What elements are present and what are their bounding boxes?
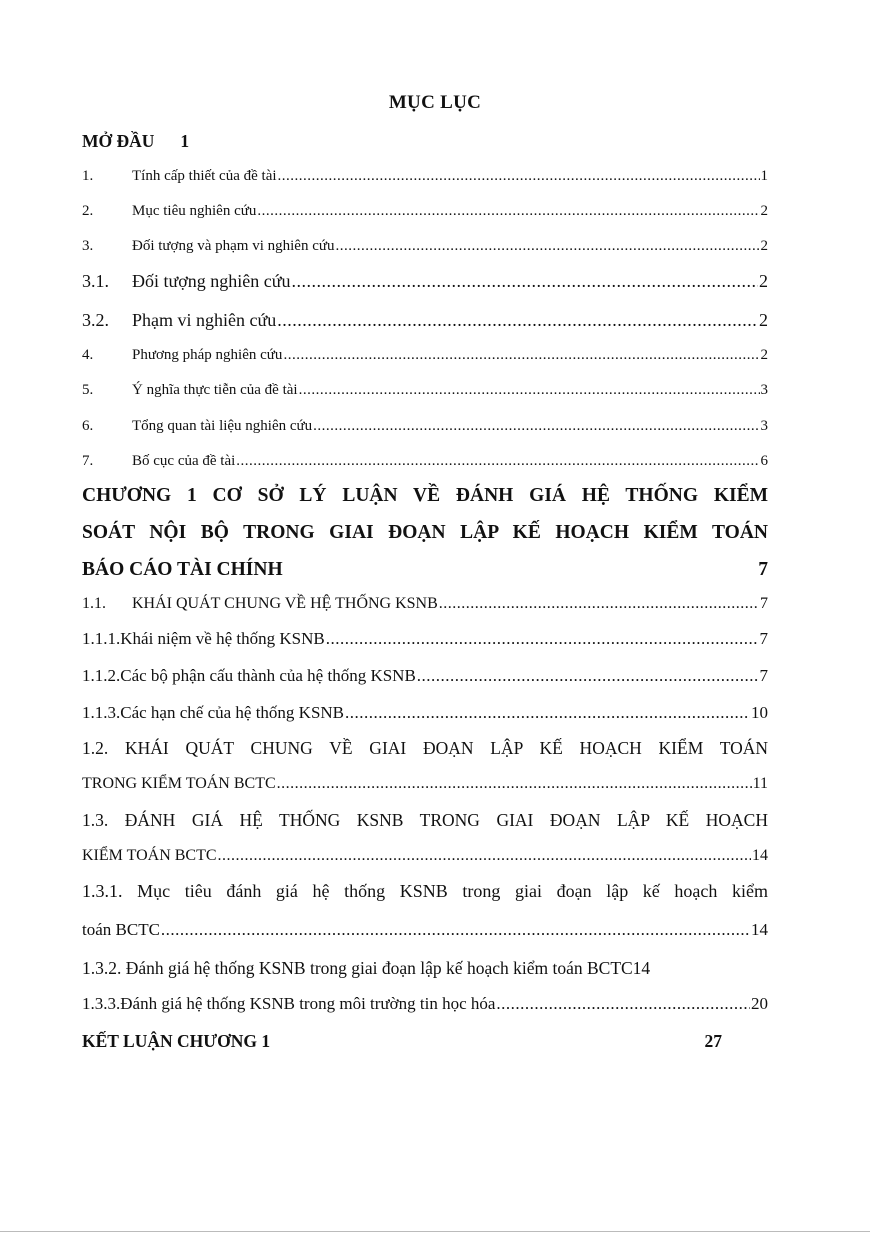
toc-entry-number: 3. (82, 238, 94, 254)
toc-entry-page: 7 (759, 629, 768, 648)
toc-entry-text: Phạm vi nghiên cứu (132, 310, 277, 330)
toc-entry-page: 10 (751, 703, 768, 722)
toc-entry-page: 2 (760, 347, 768, 363)
toc-entry-text: Bố cục của đề tài (132, 453, 236, 469)
toc-entry-page: 2 (760, 238, 768, 254)
toc-entry-text: Các bộ phận cấu thành của hệ thống KSNB (120, 666, 416, 685)
toc-entry-number: 3.2. (82, 310, 109, 330)
page-title: MỤC LỤC (388, 92, 482, 113)
toc-entry-text: KIỂM TOÁN BCTC (82, 847, 217, 864)
toc-entry-number: 1.1.1. (82, 629, 121, 648)
leader-dots (236, 453, 759, 470)
toc-entry[interactable] (82, 310, 768, 331)
leader-dots (257, 203, 759, 220)
toc-entry-text: toán BCTC (82, 920, 160, 939)
toc-entry[interactable] (82, 238, 768, 255)
leader-dots (292, 271, 758, 292)
toc-entry[interactable] (82, 666, 768, 686)
chapter-heading-line[interactable] (82, 559, 768, 581)
leader-dots (439, 595, 759, 613)
toc-entry[interactable]: 1.3.2. Đánh giá hệ thống KSNB trong giai đoạn lập kế hoạch kiểm toán BCTC14 (82, 958, 651, 978)
toc-entry-text: Phương pháp nghiên cứu (132, 347, 283, 363)
toc-entry-text: Tính cấp thiết của đề tài (132, 168, 277, 184)
toc-entry-wrapped-line[interactable]: 1.2. KHÁI QUÁT CHUNG VỀ GIAI ĐOẠN LẬP KẾ HOẠCH KIỂM TOÁN (82, 738, 768, 758)
toc-entry-text: Đối tượng nghiên cứu (132, 271, 291, 291)
toc-entry-text: Mục tiêu nghiên cứu (132, 203, 257, 219)
toc-entry[interactable] (82, 347, 768, 364)
toc-entry-number: 1. (82, 168, 94, 184)
toc-entry-text: Ý nghĩa thực tiễn của đề tài (132, 382, 298, 398)
toc-entry[interactable] (82, 775, 768, 793)
toc-intro-label: MỞ ĐẦU (82, 131, 155, 151)
toc-entry-text: Khái niệm về hệ thống KSNB (120, 629, 325, 648)
toc-entry[interactable] (82, 453, 768, 470)
toc-entry-text: Đối tượng và phạm vi nghiên cứu (132, 238, 335, 254)
toc-entry-text: KHÁI QUÁT CHUNG VỀ HỆ THỐNG KSNB (132, 595, 438, 612)
leader-dots (336, 238, 760, 255)
toc-entry[interactable] (82, 271, 768, 292)
leader-dots (299, 382, 760, 399)
toc-entry[interactable] (82, 203, 768, 220)
leader-dots (496, 994, 750, 1014)
chapter-heading-line[interactable]: CHƯƠNG 1 CƠ SỞ LÝ LUẬN VỀ ĐÁNH GIÁ HỆ THỐNG KIỂM (82, 485, 768, 506)
leader-dots (277, 775, 752, 793)
toc-entry[interactable] (82, 595, 768, 613)
toc-entry-number: 4. (82, 347, 94, 363)
toc-entry[interactable] (82, 418, 768, 435)
toc-entry[interactable] (82, 168, 768, 185)
toc-entry-page: 7 (759, 666, 768, 685)
toc-entry-number: 1.3.3. (82, 994, 121, 1013)
toc-entry-number: 7. (82, 453, 94, 469)
toc-entry-page: 2 (760, 203, 768, 219)
toc-entry-page: 2 (759, 271, 768, 291)
toc-entry[interactable] (82, 382, 768, 399)
toc-entry-number: 3.1. (82, 271, 109, 291)
chapter-heading-line[interactable]: SOÁT NỘI BỘ TRONG GIAI ĐOẠN LẬP KẾ HOẠCH KIỂM TOÁN (82, 522, 768, 543)
toc-conclusion-page: 27 (704, 1031, 722, 1051)
chapter-heading-text: BÁO CÁO TÀI CHÍNH (82, 559, 283, 580)
toc-intro-page: 1 (180, 131, 190, 151)
chapter-heading-page: 7 (758, 559, 768, 580)
toc-entry-number: 1.1.3. (82, 703, 121, 722)
toc-entry-page: 1 (760, 168, 768, 184)
toc-entry[interactable] (82, 703, 768, 723)
toc-entry-text: Các hạn chế của hệ thống KSNB (120, 703, 345, 722)
toc-entry-number: 6. (82, 418, 94, 434)
toc-entry-page: 3 (760, 418, 768, 434)
toc-entry-text: TRONG KIỂM TOÁN BCTC (82, 775, 276, 792)
toc-entry-page: 7 (760, 595, 768, 612)
toc-intro-heading[interactable] (82, 131, 189, 152)
toc-entry-page: 11 (752, 775, 768, 792)
toc-entry-text: Đánh giá hệ thống KSNB trong môi trường tin học hóa (120, 994, 496, 1013)
toc-entry-page: 3 (760, 382, 768, 398)
toc-entry-page: 2 (759, 310, 768, 330)
leader-dots (278, 168, 760, 185)
leader-dots (283, 347, 759, 364)
leader-dots (161, 920, 750, 940)
toc-entry-number: 5. (82, 382, 94, 398)
toc-entry-page: 20 (751, 994, 768, 1013)
leader-dots (417, 666, 759, 686)
toc-entry[interactable] (82, 920, 768, 940)
toc-entry[interactable] (82, 847, 768, 865)
toc-entry-wrapped-line[interactable]: 1.3.1. Mục tiêu đánh giá hệ thống KSNB trong giai đoạn lập kế hoạch kiểm (82, 881, 768, 901)
leader-dots (326, 629, 759, 649)
page-edge-divider (0, 1231, 870, 1232)
leader-dots (277, 310, 758, 331)
toc-entry-number: 2. (82, 203, 94, 219)
toc-entry-page: 6 (760, 453, 768, 469)
toc-entry-text: Tổng quan tài liệu nghiên cứu (132, 418, 313, 434)
toc-conclusion-heading[interactable] (82, 1031, 722, 1052)
toc-conclusion-label: KẾT LUẬN CHƯƠNG 1 (82, 1031, 271, 1051)
toc-entry-number: 1.1. (82, 595, 106, 612)
toc-entry[interactable] (82, 994, 768, 1014)
toc-entry-page: 14 (752, 847, 768, 864)
toc-entry-page: 14 (751, 920, 768, 939)
toc-entry[interactable] (82, 629, 768, 649)
leader-dots (313, 418, 759, 435)
toc-entry-wrapped-line[interactable]: 1.3. ĐÁNH GIÁ HỆ THỐNG KSNB TRONG GIAI ĐOẠN LẬP KẾ HOẠCH (82, 810, 768, 830)
toc-entry-number: 1.1.2. (82, 666, 121, 685)
leader-dots (345, 703, 750, 723)
leader-dots (218, 847, 751, 865)
